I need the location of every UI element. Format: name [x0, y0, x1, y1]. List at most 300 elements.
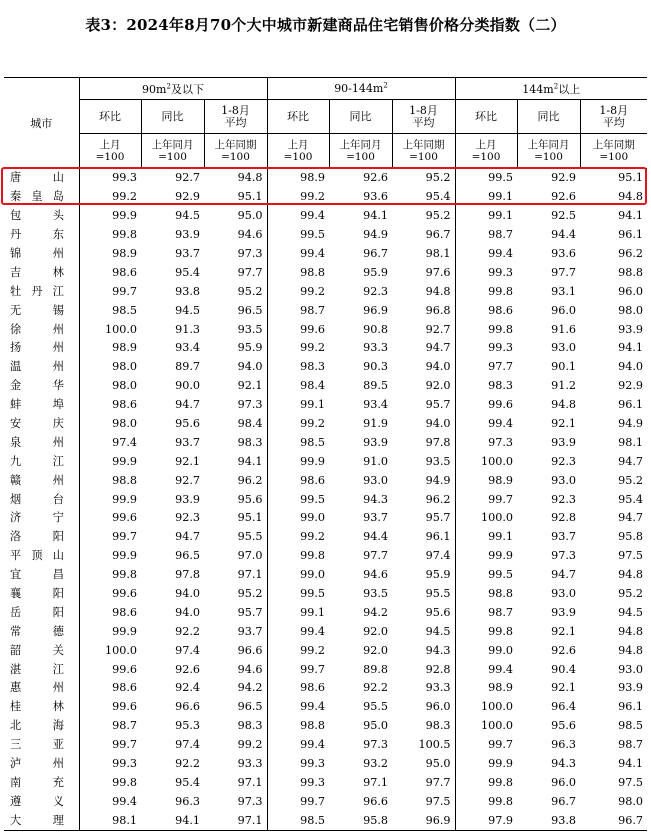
index-value: 98.0 — [618, 794, 643, 808]
index-value: 95.5 — [204, 528, 267, 547]
index-value: 99.0 — [300, 568, 325, 582]
table-bottom-rule — [4, 830, 647, 831]
sub-header: 同比 — [329, 100, 392, 134]
base-header: 上年同月 =100 — [141, 134, 204, 169]
index-value: 97.1 — [204, 566, 267, 585]
index-value: 92.8 — [551, 511, 576, 525]
index-value: 97.1 — [363, 775, 388, 789]
table-row — [4, 566, 647, 585]
index-value: 94.1 — [175, 813, 200, 827]
city-name: 常 德 — [4, 622, 79, 641]
index-value: 95.0 — [204, 207, 267, 226]
index-value: 94.6 — [204, 660, 267, 679]
index-value: 96.2 — [392, 490, 455, 509]
index-value: 96.5 — [175, 549, 200, 563]
index-value: 95.9 — [363, 265, 388, 279]
sub-header: 环比 — [455, 100, 517, 134]
index-value: 99.7 — [300, 794, 325, 808]
index-value: 92.1 — [204, 377, 267, 396]
index-value: 97.4 — [392, 547, 455, 566]
index-value: 99.9 — [112, 454, 137, 468]
index-value: 99.6 — [112, 511, 137, 525]
index-value: 94.6 — [204, 226, 267, 245]
index-value: 93.0 — [363, 473, 388, 487]
index-value: 98.6 — [112, 265, 137, 279]
table-row — [4, 717, 647, 736]
index-value: 92.9 — [618, 379, 643, 393]
table-row — [4, 547, 647, 566]
index-value: 93.5 — [363, 587, 388, 601]
city-name: 烟 台 — [4, 490, 79, 509]
index-value: 94.7 — [392, 339, 455, 358]
index-value: 94.1 — [618, 757, 643, 771]
index-value: 98.6 — [300, 681, 325, 695]
index-value: 92.6 — [363, 171, 388, 185]
index-value: 92.3 — [551, 454, 576, 468]
table-row — [4, 811, 647, 830]
index-value: 99.3 — [488, 341, 513, 355]
index-value: 95.1 — [204, 509, 267, 528]
index-value: 98.3 — [488, 379, 513, 393]
index-value: 96.3 — [175, 794, 200, 808]
index-value: 97.3 — [204, 245, 267, 264]
index-value: 94.5 — [618, 605, 643, 619]
index-value: 94.3 — [392, 641, 455, 660]
index-value: 95.2 — [392, 169, 455, 188]
index-value: 99.7 — [112, 738, 137, 752]
index-value: 93.8 — [175, 284, 200, 298]
index-value: 90.1 — [551, 360, 576, 374]
index-value: 99.7 — [488, 492, 513, 506]
index-value: 94.7 — [618, 511, 643, 525]
index-value: 90.0 — [175, 379, 200, 393]
table-row — [4, 226, 647, 245]
index-value: 98.7 — [618, 738, 643, 752]
index-value: 92.6 — [551, 190, 576, 204]
sub-header: 同比 — [517, 100, 580, 134]
index-value: 95.8 — [618, 530, 643, 544]
index-value: 94.9 — [363, 228, 388, 242]
index-value: 98.6 — [112, 681, 137, 695]
index-value: 94.4 — [551, 228, 576, 242]
city-name: 桂 林 — [4, 698, 79, 717]
city-name: 九 江 — [4, 452, 79, 471]
index-value: 91.9 — [363, 417, 388, 431]
index-value: 93.7 — [175, 247, 200, 260]
index-value: 99.5 — [488, 171, 513, 185]
group-header: $90-144m^2$ — [267, 78, 455, 100]
index-value: 92.3 — [363, 284, 388, 298]
index-value: 96.4 — [551, 700, 576, 714]
table-row — [4, 245, 647, 264]
index-value: 98.4 — [300, 379, 325, 393]
index-value: 97.9 — [488, 813, 513, 827]
index-value: 99.4 — [300, 209, 325, 223]
index-value: 95.4 — [175, 265, 200, 279]
index-value: 99.2 — [300, 643, 325, 657]
city-name: 徐 州 — [4, 320, 79, 339]
index-value: 95.1 — [204, 188, 267, 207]
index-value: 94.0 — [175, 587, 200, 601]
index-value: 98.9 — [300, 171, 325, 185]
index-value: 96.8 — [392, 301, 455, 320]
index-value: 98.1 — [618, 435, 643, 449]
index-value: 96.6 — [363, 794, 388, 808]
index-value: 99.4 — [488, 417, 513, 431]
city-name: 丹 东 — [4, 226, 79, 245]
city-name: 吉 林 — [4, 263, 79, 282]
index-value: 98.7 — [488, 605, 513, 619]
city-name: 济 宁 — [4, 509, 79, 528]
index-value: 93.0 — [618, 662, 643, 676]
index-value: 92.1 — [175, 454, 200, 468]
city-name: 遵 义 — [4, 792, 79, 811]
index-value: 93.6 — [363, 190, 388, 204]
table-row — [4, 622, 647, 641]
table-row — [4, 603, 647, 622]
index-value: 92.1 — [551, 681, 576, 695]
index-value: 94.8 — [618, 624, 643, 638]
index-value: 92.3 — [175, 511, 200, 525]
index-value: 92.0 — [392, 377, 455, 396]
index-value: 96.5 — [204, 698, 267, 717]
index-value: 100.0 — [480, 454, 513, 468]
index-value: 96.0 — [551, 775, 576, 789]
index-value: 98.3 — [204, 433, 267, 452]
index-value: 93.5 — [392, 452, 455, 471]
index-value: 99.6 — [112, 700, 137, 714]
index-value: 95.4 — [175, 775, 200, 789]
table-row — [4, 509, 647, 528]
index-value: 93.0 — [551, 341, 576, 355]
base-header: 上年同月 =100 — [329, 134, 392, 169]
table-row — [4, 792, 647, 811]
table-row — [4, 774, 647, 793]
index-value: 99.9 — [112, 624, 137, 638]
index-value: 96.5 — [204, 301, 267, 320]
index-value: 92.1 — [551, 417, 576, 431]
index-value: 93.7 — [551, 530, 576, 544]
index-value: 96.0 — [392, 698, 455, 717]
index-value: 96.3 — [551, 738, 576, 752]
index-value: 94.1 — [618, 341, 643, 355]
index-value: 96.6 — [175, 700, 200, 714]
index-value: 92.3 — [551, 492, 576, 506]
index-value: 93.3 — [363, 341, 388, 355]
index-value: 95.1 — [618, 171, 643, 185]
index-value: 95.2 — [204, 282, 267, 301]
index-value: 99.2 — [204, 736, 267, 755]
index-value: 99.8 — [300, 549, 325, 563]
city-name: 牡 丹 江 — [4, 282, 79, 301]
table-row — [4, 755, 647, 774]
index-value: 95.0 — [392, 755, 455, 774]
table-row — [4, 490, 647, 509]
index-value: 92.7 — [175, 171, 200, 185]
sub-header: 同比 — [141, 100, 204, 134]
index-value: 92.2 — [363, 681, 388, 695]
index-value: 99.4 — [300, 700, 325, 714]
city-name: 惠 州 — [4, 679, 79, 698]
index-value: 93.9 — [551, 435, 576, 449]
city-name: 金 华 — [4, 377, 79, 396]
index-value: 95.2 — [392, 207, 455, 226]
table-row — [4, 339, 647, 358]
city-name: 湛 江 — [4, 660, 79, 679]
index-value: 94.1 — [618, 209, 643, 223]
index-value: 95.6 — [392, 603, 455, 622]
table-row — [4, 528, 647, 547]
index-value: 98.6 — [112, 398, 137, 412]
index-value: 98.4 — [204, 415, 267, 434]
index-value: 99.7 — [300, 662, 325, 676]
index-value: 96.2 — [618, 247, 643, 260]
index-value: 98.5 — [618, 719, 643, 733]
index-value: 89.8 — [363, 662, 388, 676]
index-value: 98.8 — [112, 473, 137, 487]
table-row — [4, 396, 647, 415]
index-value: 94.7 — [175, 530, 200, 544]
index-value: 99.6 — [112, 662, 137, 676]
city-name: 秦 皇 岛 — [4, 188, 79, 207]
index-value: 95.2 — [204, 585, 267, 604]
index-value: 96.9 — [363, 303, 388, 317]
index-value: 90.8 — [363, 322, 388, 336]
index-value: 95.6 — [204, 490, 267, 509]
index-value: 95.0 — [363, 719, 388, 733]
index-value: 98.1 — [112, 813, 137, 827]
index-value: 94.5 — [175, 303, 200, 317]
index-value: 93.7 — [175, 435, 200, 449]
index-value: 92.8 — [392, 660, 455, 679]
index-value: 99.9 — [112, 209, 137, 223]
index-value: 94.8 — [618, 643, 643, 657]
index-value: 97.3 — [204, 396, 267, 415]
index-value: 91.2 — [551, 379, 576, 393]
index-value: 100.0 — [480, 511, 513, 525]
city-name: 无 锡 — [4, 301, 79, 320]
table-row — [4, 282, 647, 301]
table-row — [4, 377, 647, 396]
index-value: 99.6 — [300, 322, 325, 336]
index-value: 99.4 — [488, 662, 513, 676]
index-value: 100.0 — [480, 700, 513, 714]
index-value: 97.7 — [488, 360, 513, 374]
index-value: 97.5 — [618, 549, 643, 563]
index-value: 96.1 — [392, 528, 455, 547]
index-value: 97.3 — [488, 435, 513, 449]
index-value: 94.9 — [618, 417, 643, 431]
index-value: 99.8 — [112, 568, 137, 582]
index-value: 99.3 — [112, 757, 137, 771]
index-value: 97.6 — [392, 263, 455, 282]
index-value: 99.2 — [300, 417, 325, 431]
sub-header: 1-8月 平均 — [392, 100, 455, 134]
index-value: 93.3 — [392, 679, 455, 698]
index-value: 99.9 — [488, 757, 513, 771]
table-row — [4, 585, 647, 604]
index-value: 92.4 — [175, 681, 200, 695]
index-value: 91.6 — [551, 322, 576, 336]
highlight-box — [1, 167, 647, 205]
index-value: 95.5 — [392, 585, 455, 604]
index-value: 99.7 — [112, 284, 137, 298]
index-value: 95.9 — [392, 566, 455, 585]
index-value: 99.1 — [488, 530, 513, 544]
index-value: 92.2 — [175, 757, 200, 771]
base-header: 上月 =100 — [267, 134, 329, 169]
index-value: 98.9 — [488, 473, 513, 487]
index-value: 98.3 — [392, 717, 455, 736]
base-header: 上年同期 =100 — [580, 134, 647, 169]
index-value: 91.0 — [363, 454, 388, 468]
index-value: 98.3 — [300, 360, 325, 374]
index-value: 99.2 — [300, 341, 325, 355]
index-value: 98.8 — [618, 265, 643, 279]
index-value: 99.1 — [488, 190, 513, 204]
index-value: 100.5 — [392, 736, 455, 755]
index-value: 99.1 — [488, 209, 513, 223]
table-row — [4, 660, 647, 679]
sub-header: 1-8月 平均 — [204, 100, 267, 134]
index-value: 93.3 — [204, 755, 267, 774]
index-value: 93.9 — [363, 435, 388, 449]
city-name: 岳 阳 — [4, 603, 79, 622]
index-value: 95.6 — [175, 417, 200, 431]
index-value: 97.7 — [363, 549, 388, 563]
index-value: 94.8 — [618, 568, 643, 582]
index-value: 94.8 — [392, 282, 455, 301]
index-value: 94.6 — [363, 568, 388, 582]
table-row — [4, 263, 647, 282]
table-row — [4, 415, 647, 434]
index-value: 99.9 — [112, 549, 137, 563]
city-name: 蚌 埠 — [4, 396, 79, 415]
city-name: 洛 阳 — [4, 528, 79, 547]
index-value: 94.3 — [551, 757, 576, 771]
index-value: 98.6 — [112, 605, 137, 619]
index-value: 99.3 — [112, 171, 137, 185]
city-name: 宜 昌 — [4, 566, 79, 585]
index-value: 99.9 — [112, 492, 137, 506]
city-name: 大 理 — [4, 811, 79, 830]
index-value: 99.4 — [300, 247, 325, 260]
index-value: 96.1 — [618, 700, 643, 714]
index-value: 99.7 — [112, 530, 137, 544]
index-value: 95.4 — [392, 188, 455, 207]
index-value: 92.7 — [392, 320, 455, 339]
city-name: 包 头 — [4, 207, 79, 226]
city-name: 泉 州 — [4, 433, 79, 452]
city-name: 锦 州 — [4, 245, 79, 264]
group-header: $90m^2$及以下 — [79, 78, 267, 100]
index-value: 96.7 — [618, 813, 643, 827]
sub-header: 环比 — [267, 100, 329, 134]
sub-header: 环比 — [79, 100, 141, 134]
index-value: 98.8 — [488, 587, 513, 601]
index-value: 97.8 — [392, 433, 455, 452]
index-value: 99.6 — [488, 398, 513, 412]
index-value: 100.0 — [104, 643, 137, 657]
index-value: 100.0 — [480, 719, 513, 733]
index-value: 95.4 — [618, 492, 643, 506]
index-value: 94.3 — [363, 492, 388, 506]
index-value: 94.0 — [204, 358, 267, 377]
index-value: 95.7 — [392, 396, 455, 415]
index-value: 93.5 — [204, 320, 267, 339]
table-row — [4, 320, 647, 339]
index-value: 97.4 — [175, 643, 200, 657]
index-value: 92.9 — [551, 171, 576, 185]
index-value: 99.9 — [488, 549, 513, 563]
index-value: 98.6 — [300, 473, 325, 487]
table-row — [4, 471, 647, 490]
city-name: 赣 州 — [4, 471, 79, 490]
index-value: 96.7 — [392, 226, 455, 245]
index-value: 94.1 — [363, 209, 388, 223]
index-value: 94.7 — [551, 568, 576, 582]
table-row — [4, 452, 647, 471]
index-value: 98.3 — [204, 717, 267, 736]
index-value: 99.3 — [488, 265, 513, 279]
index-value: 99.4 — [300, 624, 325, 638]
base-header: 上年同期 =100 — [392, 134, 455, 169]
index-value: 94.0 — [392, 358, 455, 377]
index-value: 99.8 — [488, 775, 513, 789]
page-title: 表3：2024年8月70个大中城市新建商品住宅销售价格分类指数（二） — [85, 16, 566, 34]
city-name: 三 亚 — [4, 736, 79, 755]
city-name: 韶 关 — [4, 641, 79, 660]
index-value: 95.7 — [392, 509, 455, 528]
table-row — [4, 641, 647, 660]
index-value: 97.5 — [618, 775, 643, 789]
index-value: 93.7 — [204, 622, 267, 641]
index-value: 99.3 — [300, 775, 325, 789]
index-value: 97.3 — [363, 738, 388, 752]
index-value: 99.0 — [300, 511, 325, 525]
index-value: 97.7 — [204, 263, 267, 282]
table-row — [4, 358, 647, 377]
index-value: 89.5 — [363, 379, 388, 393]
city-name: 南 充 — [4, 774, 79, 793]
index-value: 96.1 — [618, 398, 643, 412]
table-row — [4, 207, 647, 226]
index-value: 97.1 — [204, 811, 267, 830]
index-value: 99.5 — [300, 228, 325, 242]
base-header: 上月 =100 — [79, 134, 141, 169]
index-value: 95.9 — [204, 339, 267, 358]
index-value: 99.2 — [300, 190, 325, 204]
index-value: 92.5 — [551, 209, 576, 223]
index-value: 100.0 — [104, 322, 137, 336]
index-value: 94.8 — [551, 398, 576, 412]
index-value: 97.1 — [204, 774, 267, 793]
sub-header: 1-8月 平均 — [580, 100, 647, 134]
index-value: 99.5 — [300, 492, 325, 506]
index-value: 97.8 — [175, 568, 200, 582]
index-value: 96.9 — [392, 811, 455, 830]
index-value: 99.8 — [488, 284, 513, 298]
index-value: 92.2 — [175, 624, 200, 638]
index-value: 92.0 — [363, 643, 388, 657]
index-value: 96.0 — [618, 284, 643, 298]
index-value: 96.6 — [204, 641, 267, 660]
index-value: 98.1 — [392, 245, 455, 264]
index-value: 93.8 — [551, 813, 576, 827]
table-row — [4, 433, 647, 452]
index-value: 93.2 — [363, 757, 388, 771]
index-value: 96.0 — [551, 303, 576, 317]
